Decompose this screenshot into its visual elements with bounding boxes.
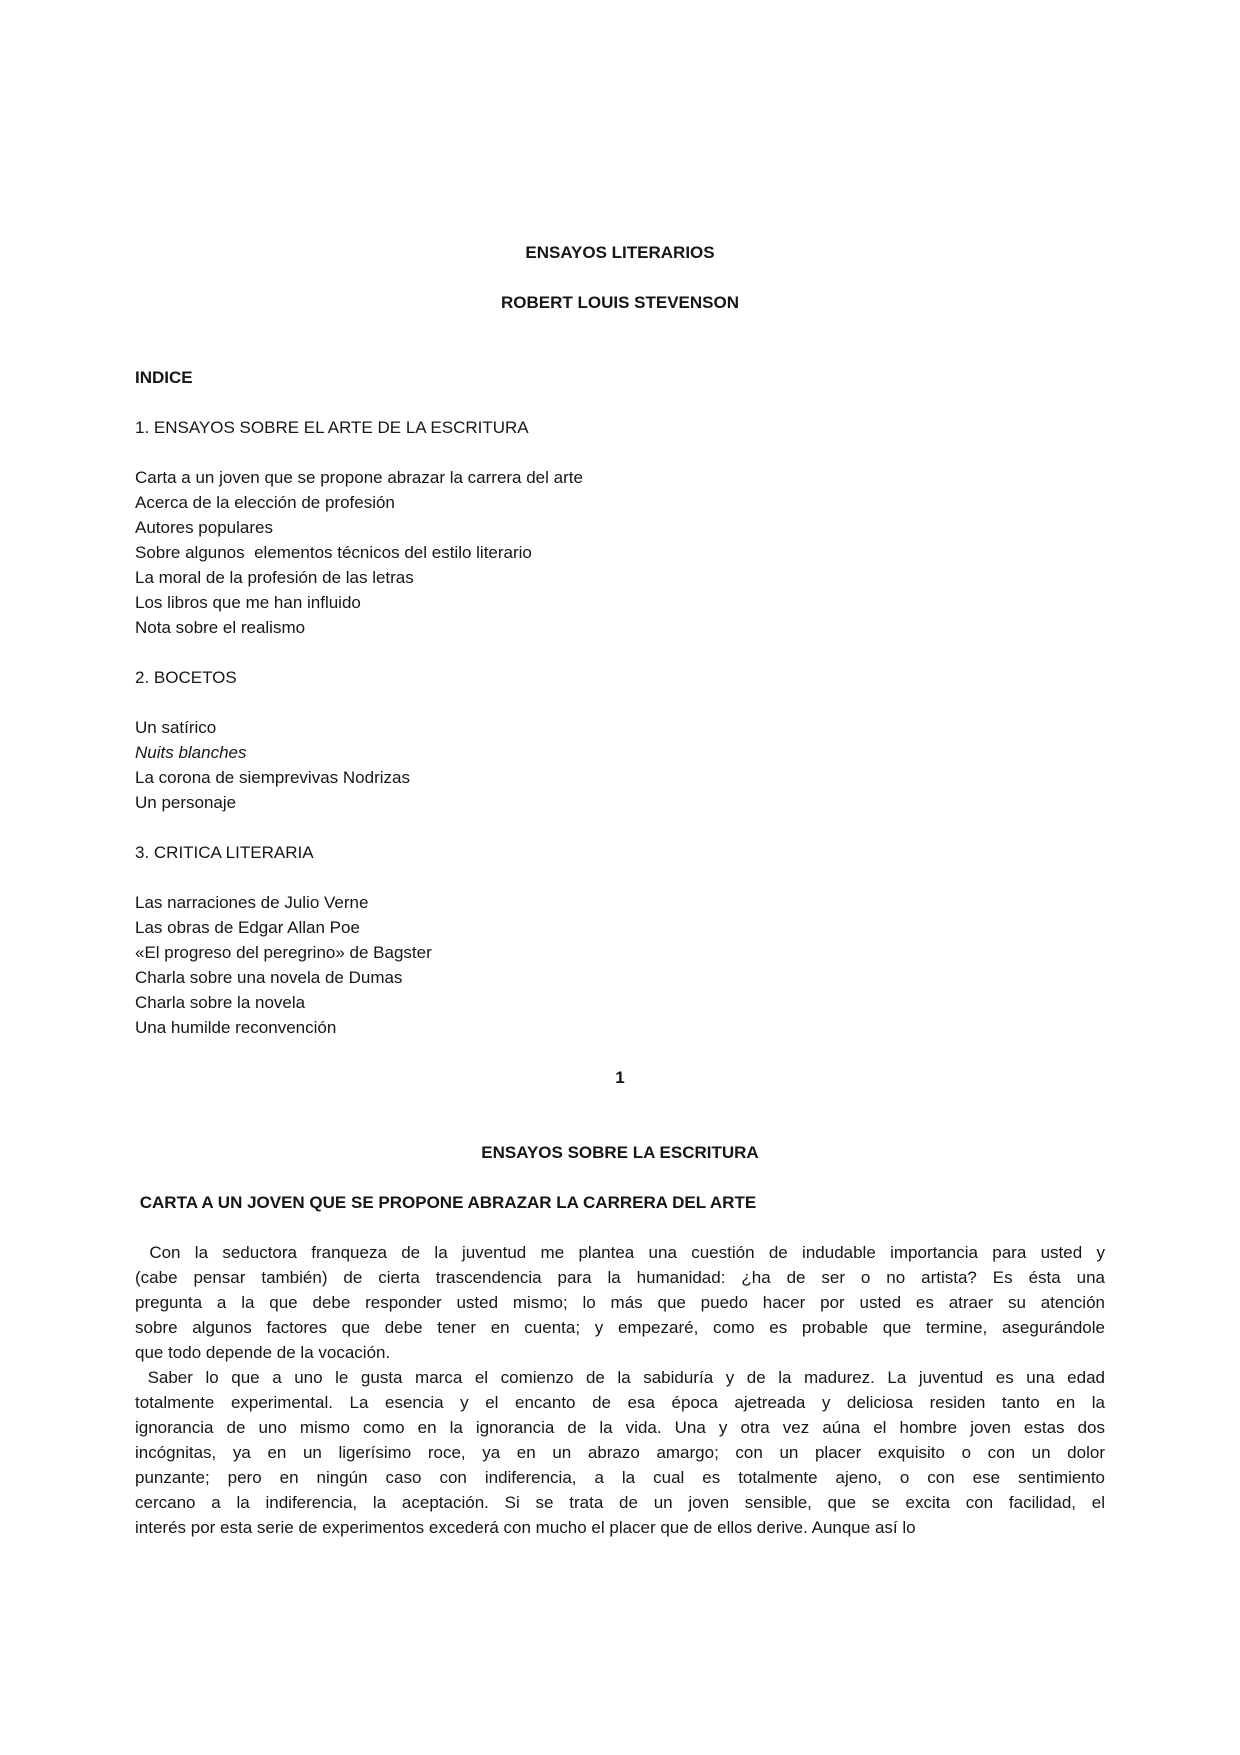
paragraph-line: que todo depende de la vocación. bbox=[135, 1343, 391, 1362]
part-heading: ENSAYOS SOBRE LA ESCRITURA bbox=[481, 1143, 759, 1162]
index-section-items bbox=[135, 465, 1105, 640]
index-item: Las obras de Edgar Allan Poe bbox=[135, 918, 360, 937]
index-item: La corona de siemprevivas Nodrizas bbox=[135, 768, 410, 787]
index-heading: INDICE bbox=[135, 368, 193, 387]
paragraph-line: interés por esta serie de experimentos excederá con mucho el placer que de ellos derive. Aunque así lo bbox=[135, 1518, 916, 1537]
index-item: Carta a un joven que se propone abrazar la carrera del arte bbox=[135, 468, 583, 487]
index-item: Nuits blanches bbox=[135, 743, 247, 762]
index-item: Las narraciones de Julio Verne bbox=[135, 893, 369, 912]
index-sections bbox=[135, 415, 1105, 1040]
index-section-heading: 2. BOCETOS bbox=[135, 668, 237, 687]
document-title: ENSAYOS LITERARIOS bbox=[525, 243, 715, 262]
index-section-items bbox=[135, 890, 1105, 1040]
index-item: Charla sobre una novela de Dumas bbox=[135, 968, 403, 987]
index-item: Charla sobre la novela bbox=[135, 993, 306, 1012]
index-item: Sobre algunos elementos técnicos del estilo literario bbox=[135, 543, 532, 562]
index-item: Un personaje bbox=[135, 793, 237, 812]
index-section bbox=[135, 415, 1105, 640]
paragraph-line: Saber lo que a uno le gusta marca el comienzo de la sabiduría y de la madurez. La juventud es una edad bbox=[135, 1368, 1105, 1387]
paragraph-line: incógnitas, ya en un ligerísimo roce, ya en un abrazo amargo; con un placer exquisito o con un dolor bbox=[135, 1443, 1105, 1462]
index-section-items bbox=[135, 715, 1105, 815]
document-author: ROBERT LOUIS STEVENSON bbox=[500, 293, 740, 312]
index bbox=[135, 365, 1105, 1040]
paragraph-line: cercano a la indiferencia, la aceptación. Si se trata de un joven sensible, que se excita con facilidad, el bbox=[135, 1493, 1105, 1512]
index-section bbox=[135, 665, 1105, 815]
chapter-heading: CARTA A UN JOVEN QUE SE PROPONE ABRAZAR LA CARRERA DEL ARTE bbox=[135, 1193, 757, 1212]
index-item: «El progreso del peregrino» de Bagster bbox=[135, 943, 432, 962]
paragraph-line: Con la seductora franqueza de la juventud me plantea una cuestión de indudable importancia para usted y bbox=[135, 1243, 1105, 1262]
index-section-heading: 1. ENSAYOS SOBRE EL ARTE DE LA ESCRITURA bbox=[135, 418, 529, 437]
paragraph-line: totalmente experimental. La esencia y el encanto de esa época ajetreada y deliciosa residen tanto en la bbox=[135, 1393, 1105, 1412]
paragraph-line: punzante; pero en ningún caso con indiferencia, a la cual es totalmente ajeno, o con ese sentimiento bbox=[135, 1468, 1105, 1487]
index-item: Una humilde reconvención bbox=[135, 1018, 337, 1037]
index-item: Un satírico bbox=[135, 718, 217, 737]
page-number: 1 bbox=[615, 1068, 625, 1087]
paragraph bbox=[135, 1365, 1105, 1540]
paragraph-line: ignorancia de uno mismo como en la ignorancia de la vida. Una y otra vez aúna el hombre joven estas dos bbox=[135, 1418, 1105, 1437]
index-section bbox=[135, 840, 1105, 1040]
paragraph-line: pregunta a la que debe responder usted mismo; lo más que puedo hacer por usted es atraer su atención bbox=[135, 1293, 1105, 1312]
index-item: La moral de la profesión de las letras bbox=[135, 568, 414, 587]
index-item: Los libros que me han influido bbox=[135, 593, 361, 612]
index-section-heading: 3. CRITICA LITERARIA bbox=[135, 843, 314, 862]
index-item: Autores populares bbox=[135, 518, 273, 537]
paragraph-line: sobre algunos factores que debe tener en cuenta; y empezaré, como es probable que termine, asegurándole bbox=[135, 1318, 1105, 1337]
body-text bbox=[135, 1240, 1105, 1540]
paragraph-line: (cabe pensar también) de cierta trascendencia para la humanidad: ¿ha de ser o no artista? Es ésta una bbox=[135, 1268, 1105, 1287]
index-item: Acerca de la elección de profesión bbox=[135, 493, 395, 512]
index-item: Nota sobre el realismo bbox=[135, 618, 306, 637]
paragraph bbox=[135, 1240, 1105, 1365]
